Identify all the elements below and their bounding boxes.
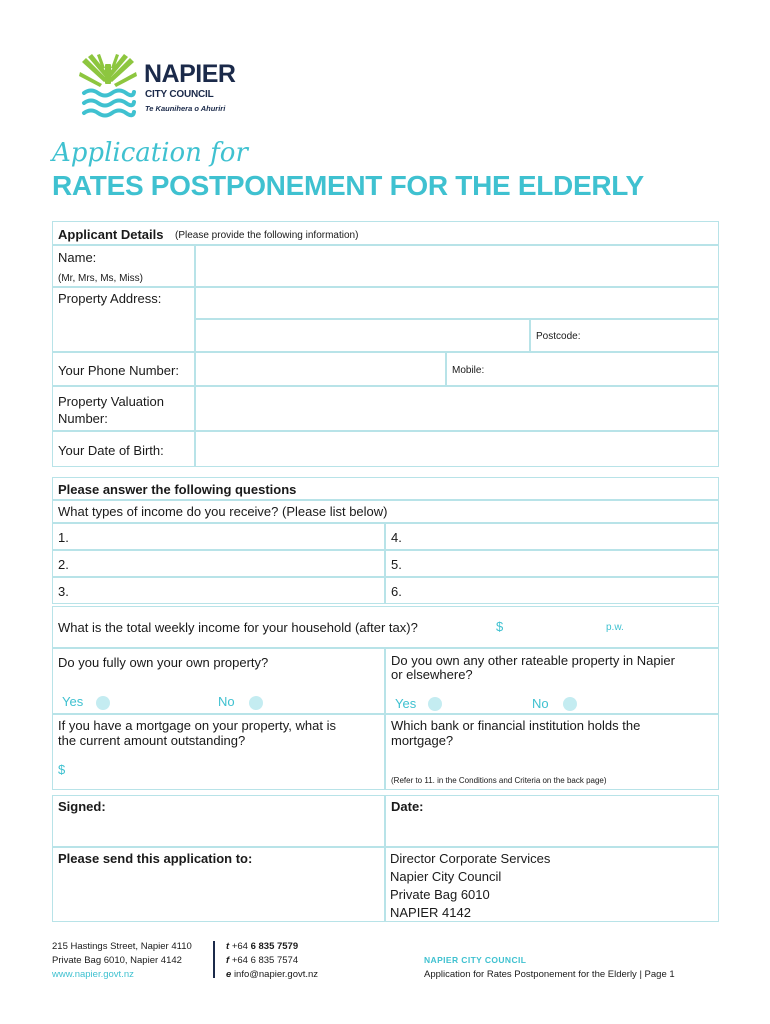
income-item-1: 1.: [58, 530, 69, 545]
own-property-no-label: No: [218, 694, 235, 709]
address-field-line2[interactable]: [195, 319, 530, 352]
weekly-income-currency: $: [496, 619, 504, 634]
bank-question-line2: mortgage?: [391, 733, 454, 748]
other-property-yes-label: Yes: [395, 696, 417, 711]
footer-email-address[interactable]: info@napier.govt.nz: [233, 969, 319, 980]
date-cell[interactable]: [385, 795, 719, 847]
income-types-question: What types of income do you receive? (Please list below): [58, 504, 388, 519]
footer-fax-number: +64 6 835 7574: [231, 955, 299, 966]
mortgage-currency: $: [58, 762, 66, 777]
footer-doc-title: Application for Rates Postponement for the Elderly | Page 1: [424, 969, 675, 980]
footer-email: [226, 969, 318, 980]
valuation-label-line2: Number:: [58, 411, 108, 426]
income-field-5[interactable]: [385, 550, 719, 577]
weekly-income-question: What is the total weekly income for your household (after tax)?: [58, 620, 418, 635]
date-label: Date:: [391, 799, 424, 814]
footer-fax: [226, 955, 298, 966]
valuation-field[interactable]: [195, 386, 719, 431]
other-property-question-line2: or elsewhere?: [391, 667, 473, 682]
napier-leaf-wave-icon: [78, 50, 138, 120]
income-field-1[interactable]: [52, 523, 385, 550]
send-address-line-2: Napier City Council: [390, 869, 502, 884]
mobile-label: Mobile:: [452, 365, 485, 376]
income-item-3: 3.: [58, 584, 69, 599]
address-label: Property Address:: [58, 291, 162, 306]
other-property-question-line1: Do you own any other rateable property in Napier: [391, 653, 675, 668]
footer-phone-prefix: t: [226, 941, 230, 952]
income-item-6: 6.: [391, 584, 402, 599]
napier-logo: [78, 50, 258, 120]
footer-phone-number: 6 835 7579: [250, 941, 299, 952]
questions-heading: Please answer the following questions: [58, 482, 297, 497]
logo-subtitle: CITY COUNCIL: [145, 89, 214, 100]
send-address-line-3: Private Bag 6010: [390, 887, 490, 902]
title-application-for: Application for: [52, 138, 248, 168]
footer-fax-prefix: f: [226, 955, 230, 966]
valuation-label-line1: Property Valuation: [58, 394, 164, 409]
dob-field[interactable]: [195, 431, 719, 467]
applicant-heading: Applicant Details: [58, 227, 164, 242]
page-title: RATES POSTPONEMENT FOR THE ELDERLY: [52, 170, 644, 201]
name-field[interactable]: [195, 245, 719, 287]
send-address-line-1: Director Corporate Services: [390, 851, 551, 866]
income-field-4[interactable]: [385, 523, 719, 550]
bank-note: (Refer to 11. in the Conditions and Criteria on the back page): [391, 776, 607, 785]
logo-tagline: Te Kaunihera o Ahuriri: [145, 104, 226, 113]
phone-field[interactable]: [195, 352, 446, 386]
income-field-2[interactable]: [52, 550, 385, 577]
mortgage-question-line1: If you have a mortgage on your property, what is: [58, 718, 336, 733]
applicant-heading-note: (Please provide the following information): [175, 230, 359, 241]
income-item-2: 2.: [58, 557, 69, 572]
footer-email-prefix: e: [226, 969, 232, 980]
footer-phone: [226, 941, 298, 952]
name-label: Name:: [58, 250, 97, 265]
logo-name: NAPIER: [144, 60, 236, 88]
own-property-yes-radio[interactable]: [96, 696, 110, 710]
footer-phone-code: +64: [231, 941, 248, 952]
own-property-yes-label: Yes: [62, 694, 84, 709]
postcode-label: Postcode:: [536, 331, 581, 342]
income-field-6[interactable]: [385, 577, 719, 604]
phone-label: Your Phone Number:: [58, 363, 179, 378]
own-property-question: Do you fully own your own property?: [58, 655, 269, 670]
other-property-yes-radio[interactable]: [428, 697, 442, 711]
address-field-line1[interactable]: [195, 287, 719, 319]
mortgage-question-line2: the current amount outstanding?: [58, 733, 246, 748]
signed-label: Signed:: [58, 799, 106, 814]
dob-label: Your Date of Birth:: [58, 443, 164, 458]
footer-address-postal: Private Bag 6010, Napier 4142: [52, 955, 182, 966]
other-property-no-label: No: [532, 696, 549, 711]
footer-address-street: 215 Hastings Street, Napier 4110: [52, 941, 192, 952]
own-property-no-radio[interactable]: [249, 696, 263, 710]
footer-council-name: NAPIER CITY COUNCIL: [424, 955, 527, 965]
send-address-line-4: NAPIER 4142: [390, 905, 471, 920]
bank-question-line1: Which bank or financial institution holds the: [391, 718, 641, 733]
send-to-label: Please send this application to:: [58, 851, 253, 866]
footer-divider: [213, 941, 215, 978]
name-title-note: (Mr, Mrs, Ms, Miss): [58, 273, 143, 284]
other-property-no-radio[interactable]: [563, 697, 577, 711]
income-field-3[interactable]: [52, 577, 385, 604]
weekly-income-per-week: p.w.: [606, 622, 624, 633]
income-item-5: 5.: [391, 557, 402, 572]
footer-website-link[interactable]: www.napier.govt.nz: [52, 969, 134, 980]
income-item-4: 4.: [391, 530, 402, 545]
mobile-field[interactable]: [446, 352, 719, 386]
